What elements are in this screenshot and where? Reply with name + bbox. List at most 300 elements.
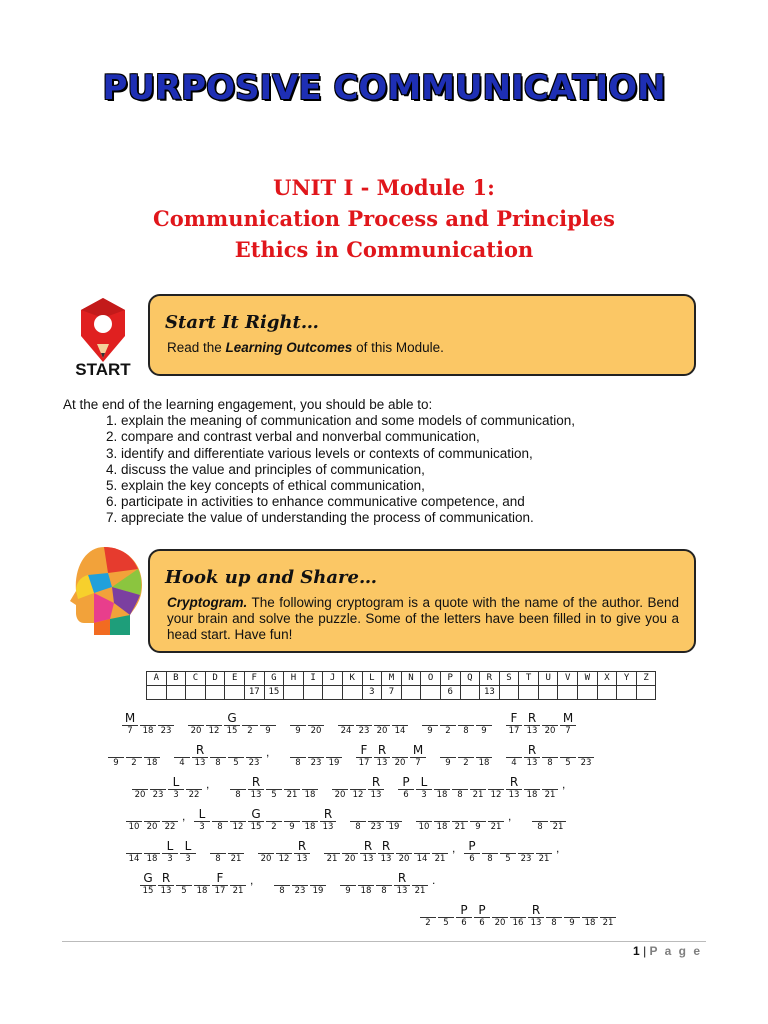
puzzle-letter-blank[interactable] xyxy=(324,839,340,865)
start-box-text: Read the Learning Outcomes of this Module. xyxy=(167,340,444,355)
puzzle-number: 10 xyxy=(418,822,430,832)
puzzle-letter-blank[interactable] xyxy=(434,807,450,833)
puzzle-number: 13 xyxy=(322,822,334,832)
puzzle-number: 14 xyxy=(128,854,140,864)
puzzle-number: 21 xyxy=(326,854,338,864)
puzzle-letter-blank[interactable] xyxy=(210,743,226,769)
puzzle-letter-blank[interactable] xyxy=(294,839,310,865)
puzzle-letter-blank[interactable] xyxy=(140,871,156,897)
puzzle-letter xyxy=(600,903,616,918)
puzzle-letter xyxy=(532,807,548,822)
puzzle-letter-blank[interactable] xyxy=(524,775,540,801)
puzzle-letter xyxy=(470,775,486,790)
puzzle-letter-blank[interactable] xyxy=(144,839,160,865)
puzzle-number: 18 xyxy=(142,726,154,736)
module-line-2: Communication Process and Principles xyxy=(153,206,615,231)
outcome-item: 4. discuss the value and principles of communication, xyxy=(106,461,425,477)
puzzle-letter-blank[interactable] xyxy=(470,807,486,833)
puzzle-letter: R xyxy=(524,711,540,726)
puzzle-letter-blank[interactable] xyxy=(194,807,210,833)
puzzle-letter-blank[interactable] xyxy=(600,903,616,929)
puzzle-letter-blank[interactable] xyxy=(158,871,174,897)
puzzle-letter-blank[interactable] xyxy=(132,775,148,801)
puzzle-letter: M xyxy=(560,711,576,726)
puzzle-number: 13 xyxy=(376,758,388,768)
puzzle-letter-blank[interactable] xyxy=(350,775,366,801)
puzzle-letter-blank[interactable] xyxy=(510,903,526,929)
puzzle-letter: F xyxy=(356,743,372,758)
puzzle-letter: L xyxy=(194,807,210,822)
puzzle-number: 21 xyxy=(434,854,446,864)
puzzle-letter-blank[interactable] xyxy=(122,711,138,737)
puzzle-number: 8 xyxy=(215,854,221,864)
puzzle-letter-blank[interactable] xyxy=(248,807,264,833)
puzzle-letter xyxy=(292,871,308,886)
puzzle-number: 5 xyxy=(271,790,277,800)
alphabet-letter-cell: S xyxy=(499,672,519,686)
puzzle-number: 13 xyxy=(160,886,172,896)
puzzle-punctuation: , xyxy=(206,777,210,791)
puzzle-letter xyxy=(546,903,562,918)
puzzle-letter xyxy=(108,743,124,758)
puzzle-letter-blank[interactable] xyxy=(414,839,430,865)
puzzle-number: 6 xyxy=(469,854,475,864)
puzzle-letter-blank[interactable] xyxy=(338,711,354,737)
puzzle-letter xyxy=(452,775,468,790)
puzzle-letter-blank[interactable] xyxy=(438,903,454,929)
puzzle-letter-blank[interactable] xyxy=(434,775,450,801)
puzzle-number: 23 xyxy=(294,886,306,896)
puzzle-letter xyxy=(510,903,526,918)
puzzle-letter-blank[interactable] xyxy=(126,743,142,769)
puzzle-letter-blank[interactable] xyxy=(374,743,390,769)
puzzle-number: 21 xyxy=(232,886,244,896)
puzzle-letter xyxy=(412,871,428,886)
puzzle-number: 18 xyxy=(360,886,372,896)
puzzle-letter xyxy=(174,743,190,758)
alphabet-number-cell[interactable]: 3 xyxy=(362,686,382,700)
puzzle-number: 3 xyxy=(185,854,191,864)
puzzle-letter-blank[interactable] xyxy=(258,839,274,865)
puzzle-letter xyxy=(458,743,474,758)
puzzle-number: 23 xyxy=(310,758,322,768)
puzzle-number: 3 xyxy=(199,822,205,832)
puzzle-letter xyxy=(206,711,222,726)
puzzle-letter-blank[interactable] xyxy=(532,807,548,833)
puzzle-letter-blank[interactable] xyxy=(206,711,222,737)
puzzle-letter xyxy=(284,807,300,822)
outcomes-intro: At the end of the learning engagement, you should be able to: xyxy=(63,397,433,412)
puzzle-letter xyxy=(396,839,412,854)
puzzle-number: 23 xyxy=(520,854,532,864)
puzzle-number: 9 xyxy=(113,758,119,768)
puzzle-letter xyxy=(476,743,492,758)
puzzle-letter-blank[interactable] xyxy=(212,871,228,897)
puzzle-letter-blank[interactable] xyxy=(292,871,308,897)
puzzle-letter-blank[interactable] xyxy=(266,775,282,801)
puzzle-letter-blank[interactable] xyxy=(230,775,246,801)
alphabet-number-cell[interactable]: 13 xyxy=(480,686,500,700)
puzzle-letter-blank[interactable] xyxy=(342,839,358,865)
puzzle-letter-blank[interactable] xyxy=(396,839,412,865)
puzzle-letter-blank[interactable] xyxy=(242,711,258,737)
puzzle-letter-blank[interactable] xyxy=(536,839,552,865)
puzzle-letter-blank[interactable] xyxy=(180,839,196,865)
puzzle-letter-blank[interactable] xyxy=(452,775,468,801)
puzzle-number: 19 xyxy=(312,886,324,896)
puzzle-number: 21 xyxy=(490,822,502,832)
puzzle-letter-blank[interactable] xyxy=(290,743,306,769)
puzzle-letter xyxy=(376,871,392,886)
puzzle-number: 2 xyxy=(247,726,253,736)
puzzle-letter-blank[interactable] xyxy=(456,903,472,929)
puzzle-letter-blank[interactable] xyxy=(470,775,486,801)
puzzle-letter xyxy=(582,903,598,918)
puzzle-letter-blank[interactable] xyxy=(500,839,516,865)
puzzle-letter-blank[interactable] xyxy=(416,775,432,801)
puzzle-letter-blank[interactable] xyxy=(284,775,300,801)
puzzle-letter-blank[interactable] xyxy=(356,743,372,769)
puzzle-letter-blank[interactable] xyxy=(492,903,508,929)
puzzle-number: 8 xyxy=(547,758,553,768)
puzzle-letter-blank[interactable] xyxy=(420,903,436,929)
puzzle-letter xyxy=(338,711,354,726)
puzzle-letter-blank[interactable] xyxy=(392,711,408,737)
puzzle-letter: R xyxy=(524,743,540,758)
puzzle-letter-blank[interactable] xyxy=(302,775,318,801)
puzzle-letter xyxy=(126,743,142,758)
puzzle-letter-blank[interactable] xyxy=(188,711,204,737)
puzzle-letter-blank[interactable] xyxy=(410,743,426,769)
page-number: 1 | P a g e xyxy=(633,944,702,958)
puzzle-letter-blank[interactable] xyxy=(474,903,490,929)
puzzle-letter-blank[interactable] xyxy=(482,839,498,865)
puzzle-letter-blank[interactable] xyxy=(108,743,124,769)
alphabet-letter-cell: C xyxy=(186,672,206,686)
puzzle-number: 2 xyxy=(425,918,431,928)
puzzle-letter-blank[interactable] xyxy=(358,871,374,897)
puzzle-letter-blank[interactable] xyxy=(284,807,300,833)
puzzle-number: 2 xyxy=(445,726,451,736)
puzzle-number: 20 xyxy=(394,758,406,768)
puzzle-number: 20 xyxy=(376,726,388,736)
puzzle-letter xyxy=(482,839,498,854)
puzzle-number: 12 xyxy=(208,726,220,736)
puzzle-letter-blank[interactable] xyxy=(528,903,544,929)
puzzle-number: 8 xyxy=(537,822,543,832)
puzzle-letter xyxy=(284,775,300,790)
puzzle-letter-blank[interactable] xyxy=(266,807,282,833)
puzzle-number: 9 xyxy=(265,726,271,736)
puzzle-letter xyxy=(434,807,450,822)
puzzle-letter-blank[interactable] xyxy=(310,871,326,897)
puzzle-letter xyxy=(158,711,174,726)
puzzle-number: 13 xyxy=(362,854,374,864)
puzzle-number: 8 xyxy=(551,918,557,928)
puzzle-letter-blank[interactable] xyxy=(194,871,210,897)
puzzle-letter-blank[interactable] xyxy=(230,871,246,897)
puzzle-number: 12 xyxy=(352,790,364,800)
puzzle-letter xyxy=(356,711,372,726)
puzzle-letter-blank[interactable] xyxy=(412,871,428,897)
puzzle-letter xyxy=(310,871,326,886)
puzzle-letter-blank[interactable] xyxy=(150,775,166,801)
puzzle-letter-blank[interactable] xyxy=(546,903,562,929)
puzzle-letter-blank[interactable] xyxy=(464,839,480,865)
puzzle-number: 8 xyxy=(463,726,469,736)
puzzle-number: 20 xyxy=(334,790,346,800)
puzzle-letter-blank[interactable] xyxy=(326,743,342,769)
puzzle-letter-blank[interactable] xyxy=(126,807,142,833)
puzzle-letter-blank[interactable] xyxy=(276,839,292,865)
puzzle-letter-blank[interactable] xyxy=(186,775,202,801)
puzzle-number: 18 xyxy=(478,758,490,768)
puzzle-letter-blank[interactable] xyxy=(564,903,580,929)
puzzle-number: 23 xyxy=(160,726,172,736)
puzzle-letter-blank[interactable] xyxy=(394,871,410,897)
outcome-item: 2. compare and contrast verbal and nonverbal communication, xyxy=(106,429,480,445)
puzzle-letter: R xyxy=(248,775,264,790)
puzzle-number: 4 xyxy=(511,758,517,768)
puzzle-letter-blank[interactable] xyxy=(524,743,540,769)
puzzle-letter xyxy=(162,807,178,822)
puzzle-number: 8 xyxy=(235,790,241,800)
puzzle-letter-blank[interactable] xyxy=(560,743,576,769)
puzzle-number: 8 xyxy=(355,822,361,832)
puzzle-letter-blank[interactable] xyxy=(518,839,534,865)
puzzle-letter-blank[interactable] xyxy=(350,807,366,833)
alphabet-letter-cell: H xyxy=(284,672,304,686)
puzzle-letter-blank[interactable] xyxy=(248,775,264,801)
puzzle-number: 17 xyxy=(214,886,226,896)
puzzle-letter-blank[interactable] xyxy=(542,775,558,801)
footer-divider xyxy=(62,941,706,942)
puzzle-letter-blank[interactable] xyxy=(392,743,408,769)
alphabet-number-cell[interactable]: 6 xyxy=(440,686,460,700)
puzzle-number: 20 xyxy=(344,854,356,864)
puzzle-letter xyxy=(564,903,580,918)
puzzle-letter-blank[interactable] xyxy=(416,807,432,833)
puzzle-letter: R xyxy=(320,807,336,822)
puzzle-number: 2 xyxy=(131,758,137,768)
puzzle-letter-blank[interactable] xyxy=(374,711,390,737)
puzzle-letter-blank[interactable] xyxy=(542,711,558,737)
puzzle-number: 13 xyxy=(530,918,542,928)
puzzle-letter-blank[interactable] xyxy=(560,711,576,737)
puzzle-letter-blank[interactable] xyxy=(126,839,142,865)
puzzle-letter: P xyxy=(464,839,480,854)
puzzle-number: 18 xyxy=(196,886,208,896)
puzzle-letter xyxy=(228,743,244,758)
start-label: START xyxy=(75,360,131,379)
puzzle-letter xyxy=(308,711,324,726)
puzzle-number: 18 xyxy=(304,822,316,832)
puzzle-letter-blank[interactable] xyxy=(168,775,184,801)
puzzle-letter xyxy=(578,743,594,758)
puzzle-letter-blank[interactable] xyxy=(332,775,348,801)
puzzle-letter-blank[interactable] xyxy=(582,903,598,929)
puzzle-letter xyxy=(144,839,160,854)
puzzle-letter-blank[interactable] xyxy=(162,807,178,833)
puzzle-letter-blank[interactable] xyxy=(422,711,438,737)
alphabet-letter-cell: Q xyxy=(460,672,480,686)
puzzle-number: 9 xyxy=(481,726,487,736)
alphabet-number-cell[interactable]: 7 xyxy=(382,686,402,700)
puzzle-letter xyxy=(260,711,276,726)
puzzle-number: 9 xyxy=(569,918,575,928)
puzzle-number: 18 xyxy=(304,790,316,800)
puzzle-letter-blank[interactable] xyxy=(368,807,384,833)
puzzle-letter-blank[interactable] xyxy=(144,743,160,769)
puzzle-number: 20 xyxy=(310,726,322,736)
puzzle-letter-blank[interactable] xyxy=(452,807,468,833)
alphabet-letter-cell: Y xyxy=(617,672,637,686)
puzzle-number: 10 xyxy=(128,822,140,832)
puzzle-letter-blank[interactable] xyxy=(144,807,160,833)
puzzle-letter xyxy=(542,711,558,726)
puzzle-letter-blank[interactable] xyxy=(488,775,504,801)
puzzle-letter xyxy=(276,839,292,854)
puzzle-letter-blank[interactable] xyxy=(320,807,336,833)
puzzle-letter-blank[interactable] xyxy=(158,711,174,737)
puzzle-letter xyxy=(274,871,290,886)
puzzle-letter-blank[interactable] xyxy=(550,807,566,833)
puzzle-letter-blank[interactable] xyxy=(210,839,226,865)
puzzle-letter-blank[interactable] xyxy=(246,743,262,769)
puzzle-letter xyxy=(242,711,258,726)
puzzle-letter xyxy=(258,839,274,854)
puzzle-letter-blank[interactable] xyxy=(506,743,522,769)
puzzle-letter-blank[interactable] xyxy=(458,743,474,769)
puzzle-letter-blank[interactable] xyxy=(398,775,414,801)
puzzle-letter-blank[interactable] xyxy=(432,839,448,865)
puzzle-letter-blank[interactable] xyxy=(230,807,246,833)
puzzle-number: 21 xyxy=(538,854,550,864)
puzzle-letter-blank[interactable] xyxy=(368,775,384,801)
puzzle-number: 18 xyxy=(436,790,448,800)
puzzle-letter xyxy=(422,711,438,726)
puzzle-letter xyxy=(434,775,450,790)
puzzle-letter xyxy=(228,839,244,854)
alphabet-letter-cell: L xyxy=(362,672,382,686)
puzzle-letter-blank[interactable] xyxy=(308,711,324,737)
page-title: PURPOSIVE COMMUNICATION xyxy=(102,68,666,108)
puzzle-number: 9 xyxy=(289,822,295,832)
outcome-item: 3. identify and differentiate various levels or contexts of communication, xyxy=(106,445,533,461)
puzzle-number: 12 xyxy=(232,822,244,832)
puzzle-letter-blank[interactable] xyxy=(176,871,192,897)
alphabet-number-cell[interactable]: 15 xyxy=(264,686,284,700)
puzzle-letter-blank[interactable] xyxy=(542,743,558,769)
puzzle-number: 18 xyxy=(526,790,538,800)
puzzle-number: 21 xyxy=(286,790,298,800)
puzzle-letter-blank[interactable] xyxy=(506,711,522,737)
puzzle-letter xyxy=(132,775,148,790)
puzzle-letter-blank[interactable] xyxy=(174,743,190,769)
puzzle-number: 7 xyxy=(415,758,421,768)
puzzle-letter xyxy=(326,743,342,758)
alphabet-number-cell[interactable]: 17 xyxy=(244,686,264,700)
puzzle-number: 13 xyxy=(526,758,538,768)
puzzle-letter-blank[interactable] xyxy=(162,839,178,865)
puzzle-letter-blank[interactable] xyxy=(458,711,474,737)
puzzle-number: 18 xyxy=(584,918,596,928)
puzzle-letter: R xyxy=(368,775,384,790)
puzzle-letter-blank[interactable] xyxy=(506,775,522,801)
puzzle-letter-blank[interactable] xyxy=(140,711,156,737)
puzzle-number: 24 xyxy=(340,726,352,736)
puzzle-letter xyxy=(302,775,318,790)
puzzle-letter-blank[interactable] xyxy=(440,743,456,769)
module-line-1: UNIT I - Module 1: xyxy=(273,175,495,200)
puzzle-letter-blank[interactable] xyxy=(356,711,372,737)
puzzle-number: 13 xyxy=(526,726,538,736)
puzzle-number: 13 xyxy=(194,758,206,768)
puzzle-letter: P xyxy=(456,903,472,918)
puzzle-letter xyxy=(542,775,558,790)
puzzle-number: 23 xyxy=(248,758,260,768)
puzzle-number: 8 xyxy=(215,758,221,768)
puzzle-letter-blank[interactable] xyxy=(228,839,244,865)
alphabet-letter-cell: J xyxy=(323,672,343,686)
puzzle-letter: L xyxy=(168,775,184,790)
puzzle-letter: R xyxy=(294,839,310,854)
puzzle-letter-blank[interactable] xyxy=(340,871,356,897)
puzzle-letter-blank[interactable] xyxy=(476,711,492,737)
puzzle-letter-blank[interactable] xyxy=(376,871,392,897)
puzzle-number: 19 xyxy=(388,822,400,832)
puzzle-letter-blank[interactable] xyxy=(440,711,456,737)
puzzle-letter-blank[interactable] xyxy=(386,807,402,833)
alphabet-letter-cell: M xyxy=(382,672,402,686)
puzzle-number: 7 xyxy=(565,726,571,736)
puzzle-letter-blank[interactable] xyxy=(260,711,276,737)
puzzle-letter-blank[interactable] xyxy=(360,839,376,865)
puzzle-letter: R xyxy=(374,743,390,758)
outcome-item: 7. appreciate the value of understanding the process of communication. xyxy=(106,510,534,526)
puzzle-letter-blank[interactable] xyxy=(524,711,540,737)
puzzle-letter xyxy=(302,807,318,822)
puzzle-number: 9 xyxy=(445,758,451,768)
alphabet-letter-cell: U xyxy=(538,672,558,686)
puzzle-letter xyxy=(458,711,474,726)
puzzle-letter-blank[interactable] xyxy=(228,743,244,769)
puzzle-letter-blank[interactable] xyxy=(212,807,228,833)
alphabet-letter-cell: O xyxy=(421,672,441,686)
outcome-item: 5. explain the key concepts of ethical communication, xyxy=(106,478,425,494)
puzzle-number: 8 xyxy=(295,758,301,768)
puzzle-number: 12 xyxy=(278,854,290,864)
puzzle-letter-blank[interactable] xyxy=(192,743,208,769)
puzzle-letter-blank[interactable] xyxy=(378,839,394,865)
puzzle-letter: M xyxy=(410,743,426,758)
puzzle-letter-blank[interactable] xyxy=(476,743,492,769)
puzzle-letter-blank[interactable] xyxy=(488,807,504,833)
puzzle-letter-blank[interactable] xyxy=(274,871,290,897)
puzzle-number: 3 xyxy=(167,854,173,864)
puzzle-letter xyxy=(550,807,566,822)
puzzle-letter-blank[interactable] xyxy=(290,711,306,737)
puzzle-number: 5 xyxy=(565,758,571,768)
puzzle-number: 2 xyxy=(463,758,469,768)
puzzle-letter-blank[interactable] xyxy=(224,711,240,737)
puzzle-letter-blank[interactable] xyxy=(302,807,318,833)
puzzle-letter-blank[interactable] xyxy=(578,743,594,769)
puzzle-letter xyxy=(342,839,358,854)
puzzle-number: 9 xyxy=(345,886,351,896)
puzzle-letter-blank[interactable] xyxy=(308,743,324,769)
puzzle-number: 23 xyxy=(580,758,592,768)
